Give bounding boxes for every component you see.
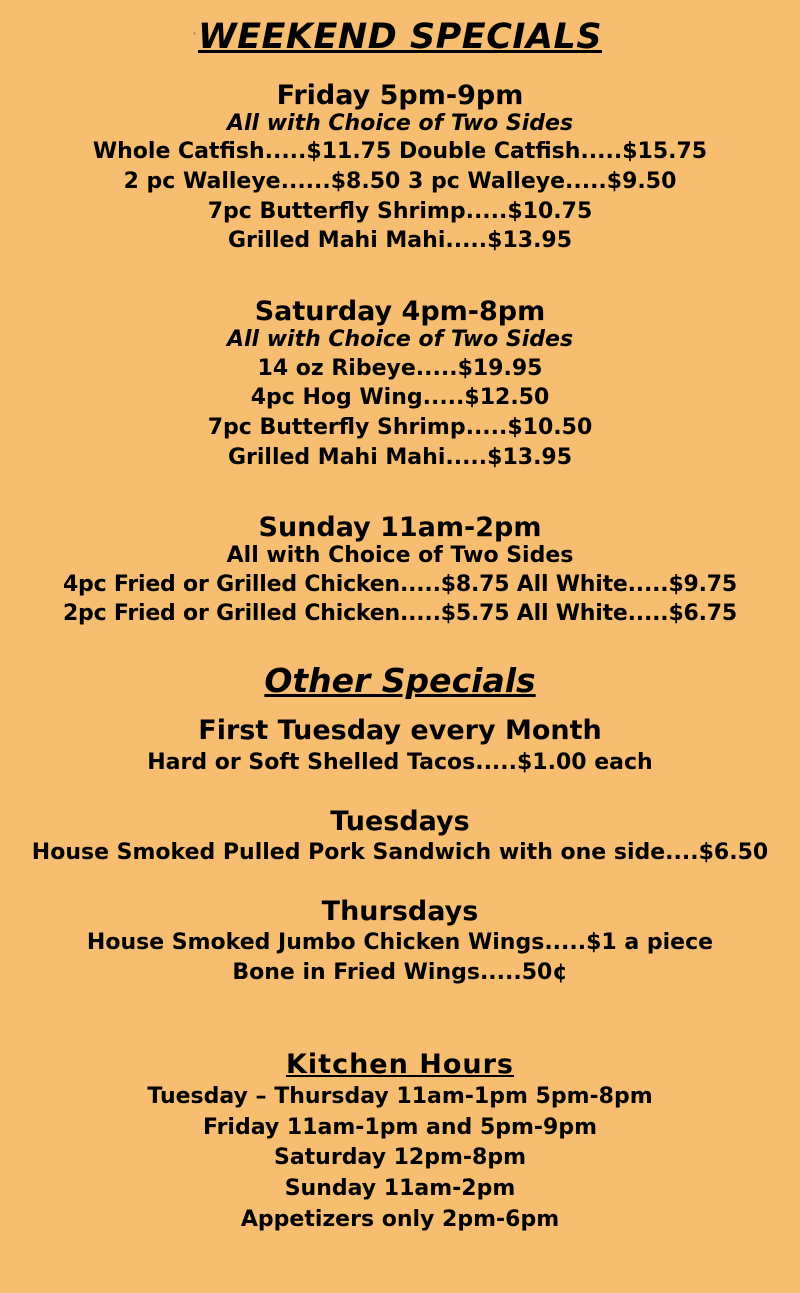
menu-item: Grilled Mahi Mahi.....$13.95 xyxy=(227,444,573,470)
menu-item: 14 oz Ribeye.....$19.95 xyxy=(257,355,543,381)
kitchen-hours-title: Kitchen Hours xyxy=(286,1049,514,1081)
spacer xyxy=(10,699,790,709)
other-specials-group-tuesdays xyxy=(10,806,790,868)
day-note: All with Choice of Two Sides xyxy=(226,110,574,136)
other-specials-group-thursdays xyxy=(10,896,790,988)
other-specials-title: Other Specials xyxy=(264,661,536,701)
menu-item: 4pc Hog Wing.....$12.50 xyxy=(250,385,550,411)
menu-item: Grilled Mahi Mahi.....$13.95 xyxy=(227,228,573,254)
menu-item: 2 pc Walleye......$8.50 3 pc Walleye.....$9.50 xyxy=(123,169,677,195)
hours-line: Friday 11am-1pm and 5pm-9pm xyxy=(202,1114,598,1140)
day-section-sunday xyxy=(10,512,790,629)
menu-item: House Smoked Pulled Pork Sandwich with one side....$6.50 xyxy=(31,839,769,865)
spacer xyxy=(10,778,790,800)
hours-line: Saturday 12pm-8pm xyxy=(273,1145,527,1171)
spacer xyxy=(10,1021,790,1043)
group-heading: Tuesdays xyxy=(330,805,470,837)
group-heading: Thursdays xyxy=(321,895,479,927)
spacer xyxy=(10,472,790,506)
day-heading: Saturday 4pm-8pm xyxy=(254,296,546,328)
stray-dot-mark xyxy=(193,32,196,35)
menu-item: House Smoked Jumbo Chicken Wings.....$1 a piece xyxy=(86,929,714,955)
menu-page xyxy=(0,18,800,1293)
menu-item: Bone in Fried Wings.....50¢ xyxy=(232,959,568,985)
spacer xyxy=(10,987,790,1021)
day-note: All with Choice of Two Sides xyxy=(226,327,574,353)
day-heading: Friday 5pm-9pm xyxy=(276,79,524,111)
spacer xyxy=(10,868,790,890)
menu-item: 7pc Butterfly Shrimp.....$10.50 xyxy=(207,414,593,440)
hours-line: Appetizers only 2pm-6pm xyxy=(240,1206,560,1232)
day-section-friday xyxy=(10,80,790,256)
spacer xyxy=(10,256,790,290)
day-section-saturday xyxy=(10,296,790,472)
day-heading: Sunday 11am-2pm xyxy=(258,512,542,544)
group-heading: First Tuesday every Month xyxy=(198,715,602,747)
other-specials-group-first-tuesday xyxy=(10,715,790,777)
day-note: All with Choice of Two Sides xyxy=(226,543,574,569)
page-title: WEEKEND SPECIALS xyxy=(197,17,603,57)
menu-item: 2pc Fried or Grilled Chicken.....$5.75 All White.....$6.75 xyxy=(62,601,738,627)
menu-item: Whole Catfish.....$11.75 Double Catfish.....$15.75 xyxy=(92,139,708,165)
hours-line: Sunday 11am-2pm xyxy=(284,1176,516,1202)
menu-item: Hard or Soft Shelled Tacos.....$1.00 each xyxy=(147,749,653,775)
spacer xyxy=(10,629,790,663)
hours-line: Tuesday – Thursday 11am-1pm 5pm-8pm xyxy=(147,1083,653,1109)
menu-item: 7pc Butterfly Shrimp.....$10.75 xyxy=(207,198,593,224)
kitchen-hours-section xyxy=(10,1049,790,1235)
menu-item: 4pc Fried or Grilled Chicken.....$8.75 All White.....$9.75 xyxy=(62,571,738,597)
